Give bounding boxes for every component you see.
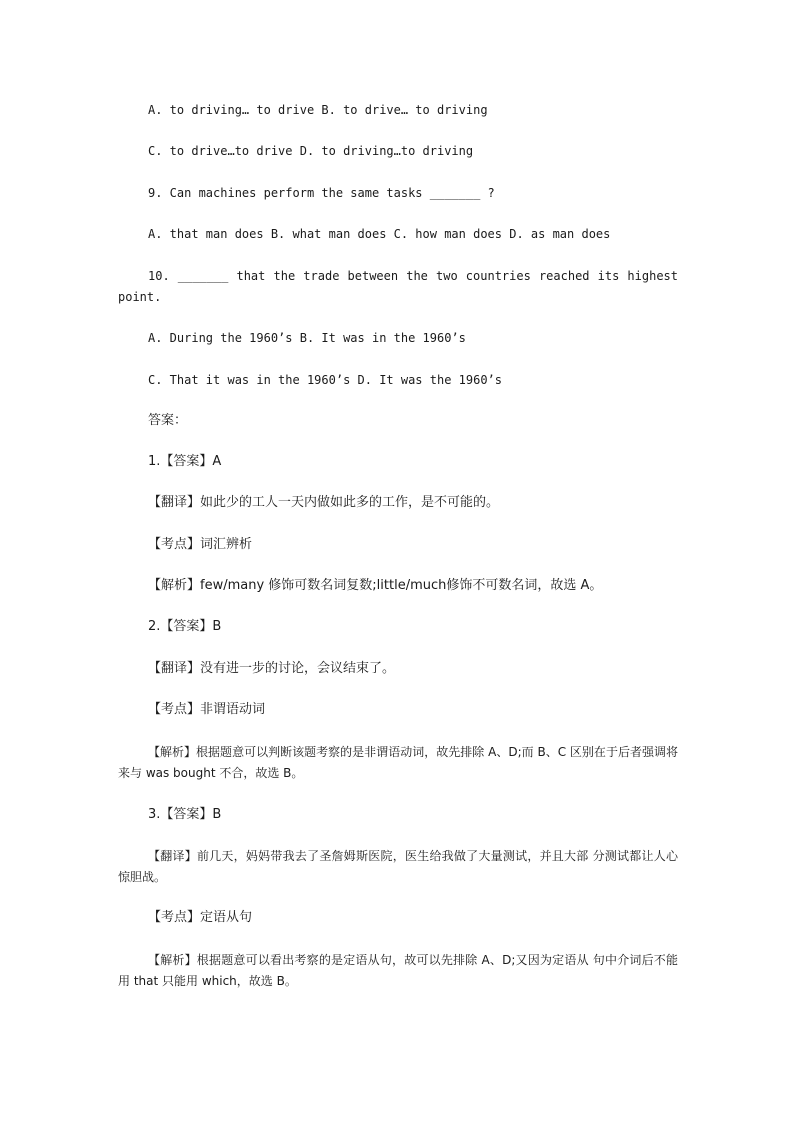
q10-options-line-1: A. During the 1960’s B. It was in the 1960’s — [148, 331, 466, 345]
q8-options-line-2: C. to drive…to drive D. to driving…to driving — [148, 144, 474, 158]
q8-options-line-1: A. to driving… to drive B. to drive… to driving — [148, 103, 488, 117]
q10-options-line-2: C. That it was in the 1960’s D. It was the 1960’s — [148, 373, 503, 387]
q9-stem: 9. Can machines perform the same tasks _______ ? — [148, 186, 495, 200]
translation-1: 【翻译】如此少的工人一天内做如此多的工作，是不可能的。 — [148, 495, 500, 510]
q10-stem: 10. _______ that the trade between the two countries reached its highest point. — [118, 269, 678, 304]
analysis-2: 【解析】根据题意可以判断该题考察的是非谓语动词，故先排除 A、D;而 B、C 区别在于后者强调将来与 was bought 不合，故选 B。 — [118, 745, 678, 780]
point-1: 【考点】词汇辨析 — [148, 537, 253, 552]
analysis-1: 【解析】few/many 修饰可数名词复数;little/much修饰不可数名词，故选 A。 — [148, 578, 603, 593]
analysis-3: 【解析】根据题意可以看出考察的是定语从句，故可以先排除 A、D;又因为定语从 句中介词后不能用 that 只能用 which，故选 B。 — [118, 953, 678, 988]
q9-options: A. that man does B. what man does C. how man does D. as man does — [148, 227, 611, 241]
answer-3: 3.【答案】B — [148, 807, 222, 822]
translation-3: 【翻译】前几天，妈妈带我去了圣詹姆斯医院，医生给我做了大量测试，并且大部 分测试都让人心惊胆战。 — [118, 849, 678, 884]
point-3: 【考点】定语从句 — [148, 910, 253, 925]
translation-2: 【翻译】没有进一步的讨论，会议结束了。 — [148, 661, 396, 676]
answer-2: 2.【答案】B — [148, 619, 222, 634]
answers-heading: 答案： — [148, 413, 188, 428]
answer-1: 1.【答案】A — [148, 454, 222, 469]
point-2: 【考点】非谓语动词 — [148, 702, 266, 717]
